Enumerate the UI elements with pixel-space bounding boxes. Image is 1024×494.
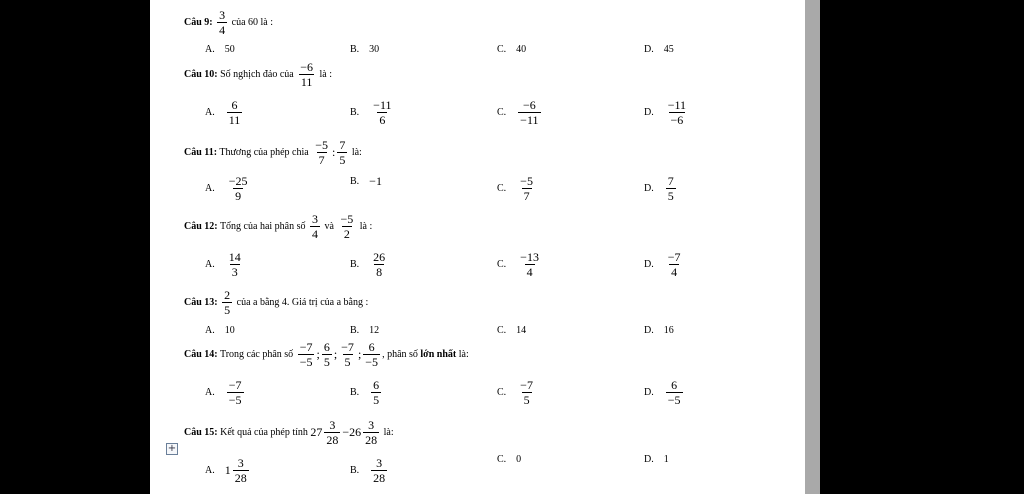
question-14: Câu 14: Trong các phân số $\frac{-7}{-5}$ ; $\frac{6}{5}$ ; $\frac{-7}{5}$ ; $\frac{6}{-5}$ , phân số lớn nhất là: (184, 340, 469, 369)
fraction: $\frac{3}{4}$ (219, 8, 226, 37)
question-11: Câu 11: Thương của phép chia $\frac{-5}{7}$ : $\frac{7}{5}$ là: (184, 138, 362, 167)
fraction: $\frac{-7}{5}$ (341, 340, 354, 369)
option-b: B. $\frac{-11}{6}$ (350, 98, 392, 127)
option-b: B. $\frac{6}{5}$ (350, 378, 380, 407)
option-b: B. 12 (350, 325, 380, 336)
table-move-handle-icon[interactable]: + (167, 443, 177, 454)
fraction: $\frac{6}{-5}$ (365, 340, 379, 369)
option-b: B. 30 (350, 44, 380, 55)
question-9 (184, 8, 273, 37)
mixed-number: 27 3 28 (310, 418, 339, 447)
option-a: A. 50 (205, 44, 235, 55)
option-a: A. $\frac{-25}{9}$ (205, 174, 248, 203)
option-c: C. $\frac{-13}{4}$ (497, 250, 539, 279)
right-gutter (820, 0, 1024, 494)
fraction: $\frac{2}{5}$ (224, 288, 231, 317)
option-d: D. 45 (644, 44, 674, 55)
option-d: D. $\frac{6}{-5}$ (644, 378, 681, 407)
option-c: C. $\frac{-5}{7}$ (497, 174, 533, 203)
option-a: A. 10 (205, 325, 235, 336)
mixed-number: 26 3 28 (349, 418, 378, 447)
option-c: C. $\frac{-6}{-11}$ (497, 98, 539, 127)
option-c: C. $\frac{-7}{5}$ (497, 378, 533, 407)
document-page (150, 0, 805, 494)
page-shadow (805, 0, 820, 494)
question-label: Câu 15: (184, 426, 218, 438)
question-10: Câu 10: Số nghịch đảo của $\frac{-6}{11}$ là : (184, 60, 332, 89)
option-c: C. 0 (497, 454, 522, 465)
option-a: A. $\frac{6}{11}$ (205, 98, 241, 127)
fraction: $\frac{-5}{2}$ (340, 212, 354, 241)
question-label: Câu 11: (184, 146, 218, 158)
question-13: Câu 13: $\frac{2}{5}$ của a bằng 4. Giá trị của a bằng : (184, 288, 369, 317)
option-d: D. $\frac{7}{5}$ (644, 174, 674, 203)
fraction: $\frac{7}{5}$ (339, 138, 346, 167)
option-d: D. $\frac{-7}{4}$ (644, 250, 681, 279)
question-label: Câu 13: (184, 296, 218, 308)
option-b: B. $\frac{3}{28}$ (350, 456, 386, 485)
fraction: $\frac{-7}{-5}$ (299, 340, 313, 369)
fraction: $\frac{-5}{7}$ (315, 138, 328, 167)
option-a: A. 1 3 28 (205, 456, 247, 485)
option-a: A. $\frac{14}{3}$ (205, 250, 241, 279)
option-c: C. 14 (497, 325, 527, 336)
option-c: C. 40 (497, 44, 527, 55)
option-d: D. $\frac{-11}{-6}$ (644, 98, 687, 127)
fraction: $\frac{6}{5}$ (323, 340, 330, 369)
fraction: $\frac{-6}{11}$ (300, 60, 313, 89)
question-12: Câu 12: Tổng của hai phân số $\frac{3}{4}$ và $\frac{-5}{2}$ là : (184, 212, 373, 241)
option-a: A. $\frac{-7}{-5}$ (205, 378, 242, 407)
option-d: D. 16 (644, 325, 674, 336)
left-gutter (0, 0, 150, 494)
question-label: Câu 9: (184, 16, 213, 28)
question-label: Câu 14: (184, 348, 218, 360)
option-d: D. 1 (644, 454, 669, 465)
question-label: Câu 12: (184, 220, 218, 232)
option-b: B. $\frac{26}{8}$ (350, 250, 386, 279)
question-15: Câu 15: Kết quả của phép tính 27 3 28 − 26 3 28 là: (184, 418, 394, 447)
question-label: Câu 10: (184, 68, 218, 80)
question-text: của 60 là : (231, 16, 273, 28)
fraction: $\frac{3}{4}$ (312, 212, 318, 241)
option-b: B. −1 (350, 174, 382, 188)
